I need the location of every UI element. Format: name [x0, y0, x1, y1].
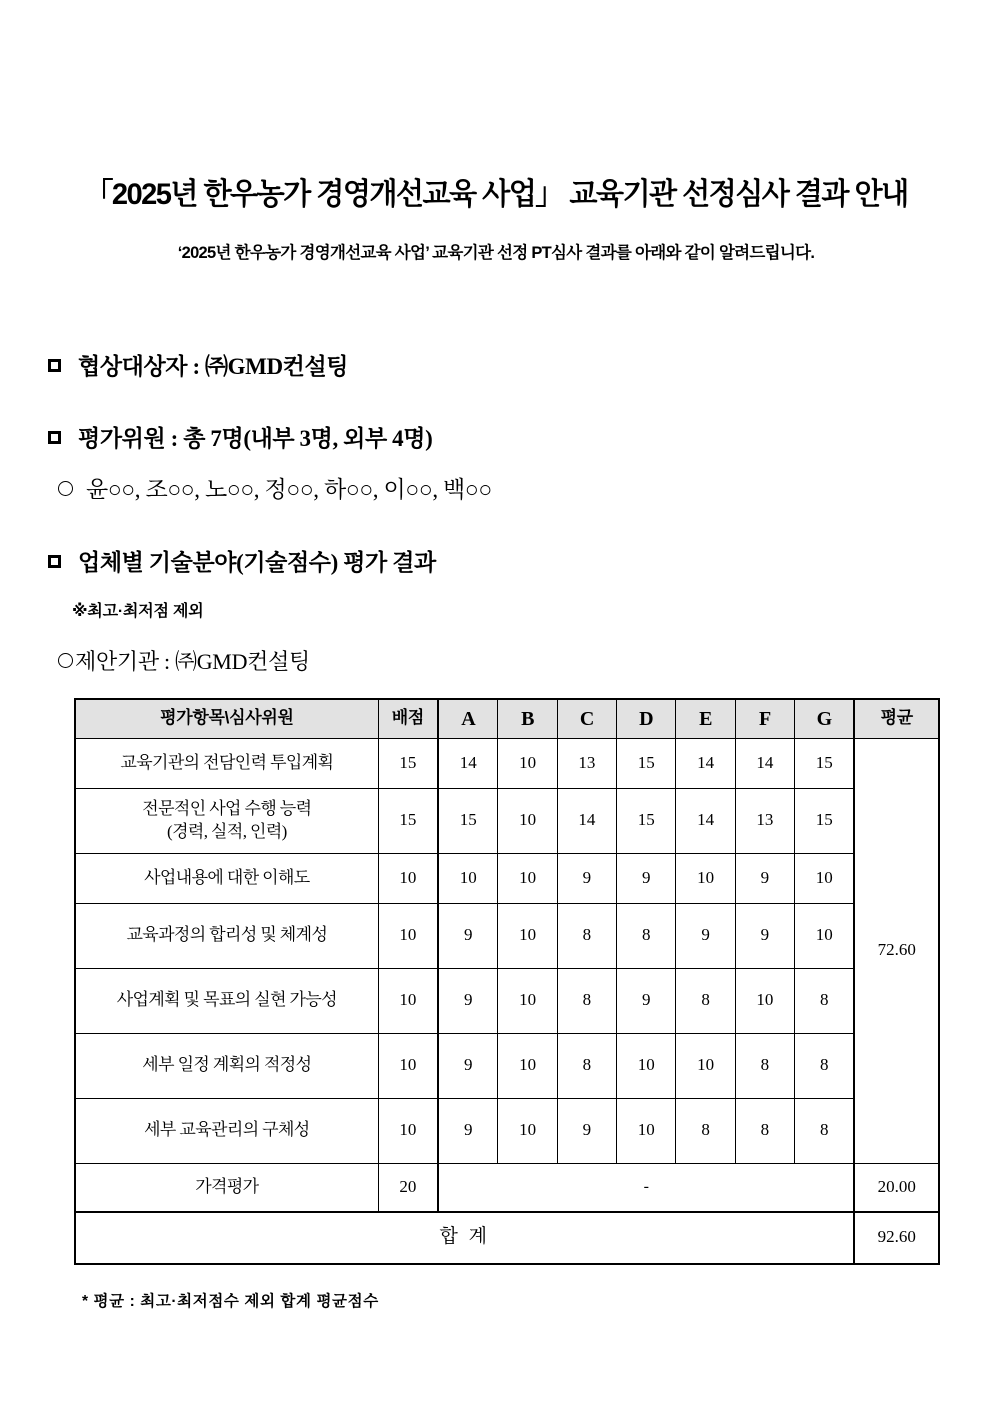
square-bullet-icon: [48, 431, 61, 444]
row-score-b: 10: [498, 738, 557, 788]
row-score-c: 8: [557, 1033, 616, 1098]
row-score-c: 13: [557, 738, 616, 788]
row-item-label: 사업계획 및 목표의 실현 가능성: [75, 968, 378, 1033]
total-row: [75, 1212, 939, 1264]
row-score-e: 14: [676, 738, 735, 788]
row-score-g: 8: [795, 1098, 855, 1163]
row-score-e: 8: [676, 1098, 735, 1163]
row-score-g: 15: [795, 738, 855, 788]
row-score-d: 9: [617, 853, 676, 903]
header-judge-b: B: [498, 699, 557, 739]
row-score-b: 10: [498, 968, 557, 1033]
row-score-g: 10: [795, 903, 855, 968]
price-row-dash: -: [438, 1163, 854, 1212]
row-score-a: 9: [438, 1033, 498, 1098]
table-header-row: [75, 699, 939, 739]
circle-bullet-icon: [58, 481, 73, 496]
row-item-label: 세부 교육관리의 구체성: [75, 1098, 378, 1163]
body-area: [0, 263, 992, 1311]
circle-bullet-icon: [58, 653, 73, 668]
row-score-f: 8: [735, 1033, 794, 1098]
row-score-d: 9: [617, 968, 676, 1033]
table-row: [75, 968, 939, 1033]
table-row: [75, 738, 939, 788]
row-score-a: 9: [438, 1098, 498, 1163]
header-judge-a: A: [438, 699, 498, 739]
price-evaluation-row: [75, 1163, 939, 1212]
row-allocation: 10: [378, 968, 438, 1033]
row-score-b: 10: [498, 1033, 557, 1098]
proposer-line: [0, 645, 992, 676]
section-evaluation: [0, 549, 992, 578]
row-score-d: 10: [617, 1098, 676, 1163]
evaluation-note: ※최고·최저점 제외: [72, 602, 204, 620]
section-committee-label: 평가위원 : 총 7명(내부 3명, 외부 4명): [78, 426, 433, 452]
header-judge-e: E: [676, 699, 735, 739]
row-score-e: 9: [676, 903, 735, 968]
row-allocation: 10: [378, 853, 438, 903]
row-score-f: 9: [735, 903, 794, 968]
row-score-e: 10: [676, 1033, 735, 1098]
row-score-d: 8: [617, 903, 676, 968]
row-score-d: 15: [617, 738, 676, 788]
square-bullet-icon: [48, 555, 61, 568]
page-title: 「2025년 한우농가 경영개선교육 사업」 교육기관 선정심사 결과 안내: [84, 178, 908, 211]
price-row-label: 가격평가: [75, 1163, 378, 1212]
title-block: [0, 0, 992, 263]
row-score-a: 9: [438, 903, 498, 968]
row-score-g: 8: [795, 1033, 855, 1098]
row-score-b: 10: [498, 788, 557, 853]
price-row-allocation: 20: [378, 1163, 438, 1212]
row-score-g: 8: [795, 968, 855, 1033]
row-item-line2: (경력, 실적, 인력): [167, 821, 287, 841]
row-allocation: 10: [378, 903, 438, 968]
row-score-b: 10: [498, 903, 557, 968]
page-subtitle: ‘2025년 한우농가 경영개선교육 사업’ 교육기관 선정 PT심사 결과를 아래와 같이 알려드립니다.: [177, 243, 815, 262]
total-row-label: 합 계: [75, 1212, 854, 1264]
row-allocation: 10: [378, 1033, 438, 1098]
row-score-c: 14: [557, 788, 616, 853]
row-score-c: 9: [557, 853, 616, 903]
header-average: 평균: [854, 699, 939, 739]
price-row-average: 20.00: [854, 1163, 939, 1212]
square-bullet-icon: [48, 359, 61, 372]
header-item: 평가항목\심사위원: [75, 699, 378, 739]
row-score-e: 10: [676, 853, 735, 903]
row-score-f: 10: [735, 968, 794, 1033]
header-judge-d: D: [617, 699, 676, 739]
row-score-c: 9: [557, 1098, 616, 1163]
row-score-a: 15: [438, 788, 498, 853]
table-row: [75, 853, 939, 903]
row-score-c: 8: [557, 903, 616, 968]
row-score-a: 14: [438, 738, 498, 788]
row-item-label: [75, 788, 378, 853]
score-table-body: [75, 738, 939, 1264]
row-score-f: 13: [735, 788, 794, 853]
table-footnote: * 평균 : 최고·최저점수 제외 합계 평균점수: [82, 1292, 379, 1310]
table-row: [75, 788, 939, 853]
row-score-g: 10: [795, 853, 855, 903]
row-score-b: 10: [498, 1098, 557, 1163]
row-score-d: 10: [617, 1033, 676, 1098]
section-committee: [0, 425, 992, 454]
row-score-a: 9: [438, 968, 498, 1033]
row-item-label: 사업내용에 대한 이해도: [75, 853, 378, 903]
row-score-b: 10: [498, 853, 557, 903]
row-item-line1: 전문적인 사업 수행 능력: [142, 799, 312, 819]
score-table-wrapper: [0, 676, 992, 1265]
committee-members-label: 윤○○, 조○○, 노○○, 정○○, 하○○, 이○○, 백○○: [86, 477, 492, 502]
row-score-f: 14: [735, 738, 794, 788]
header-judge-f: F: [735, 699, 794, 739]
row-score-g: 15: [795, 788, 855, 853]
row-item-label: 교육과정의 합리성 및 체계성: [75, 903, 378, 968]
row-allocation: 10: [378, 1098, 438, 1163]
technical-average-cell: 72.60: [854, 738, 939, 1163]
table-row: [75, 903, 939, 968]
table-row: [75, 1033, 939, 1098]
section-negotiation-label: 협상대상자 : ㈜GMD컨설팅: [78, 353, 349, 379]
row-score-a: 10: [438, 853, 498, 903]
row-item-label: 세부 일정 계획의 적정성: [75, 1033, 378, 1098]
score-table-head: [75, 699, 939, 739]
total-row-value: 92.60: [854, 1212, 939, 1264]
row-allocation: 15: [378, 738, 438, 788]
header-allocation: 배점: [378, 699, 438, 739]
row-score-e: 8: [676, 968, 735, 1033]
row-score-c: 8: [557, 968, 616, 1033]
header-judge-g: G: [795, 699, 855, 739]
table-row: [75, 1098, 939, 1163]
row-score-d: 15: [617, 788, 676, 853]
row-score-f: 8: [735, 1098, 794, 1163]
row-allocation: 15: [378, 788, 438, 853]
committee-members: [0, 476, 992, 505]
proposer-label: 제안기관 : ㈜GMD컨설팅: [75, 648, 311, 674]
header-judge-c: C: [557, 699, 616, 739]
section-negotiation: [0, 353, 992, 382]
row-item-label: 교육기관의 전담인력 투입계획: [75, 738, 378, 788]
score-table: [74, 698, 940, 1265]
section-evaluation-label: 업체별 기술분야(기술점수) 평가 결과: [78, 549, 436, 575]
row-score-f: 9: [735, 853, 794, 903]
row-score-e: 14: [676, 788, 735, 853]
